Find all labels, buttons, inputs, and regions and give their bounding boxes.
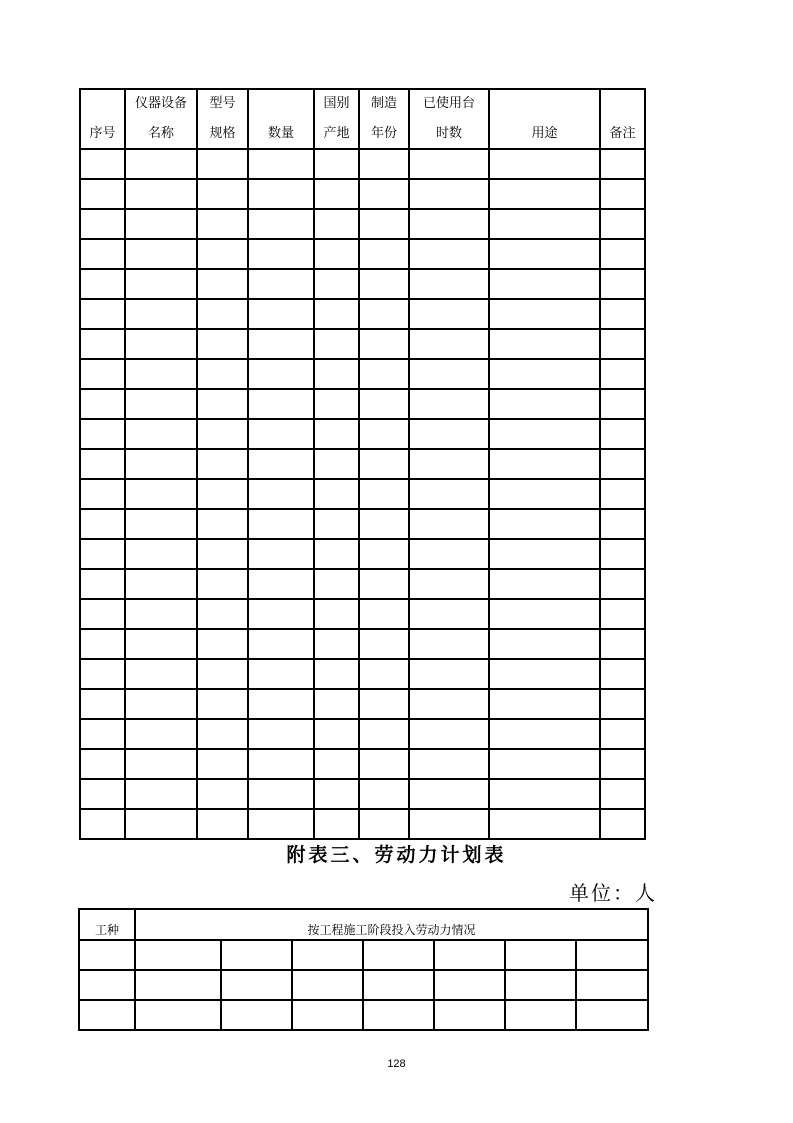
table-cell bbox=[359, 179, 409, 209]
table-row bbox=[80, 449, 645, 479]
table-cell bbox=[80, 809, 125, 839]
table-cell bbox=[197, 419, 248, 449]
table-cell bbox=[359, 599, 409, 629]
table-cell bbox=[600, 239, 645, 269]
header-cell-name bbox=[125, 89, 197, 149]
table-cell bbox=[314, 599, 359, 629]
table-cell bbox=[314, 539, 359, 569]
table-row bbox=[80, 389, 645, 419]
table-cell bbox=[248, 749, 314, 779]
table-cell bbox=[125, 389, 197, 419]
table-cell bbox=[489, 209, 600, 239]
table-cell bbox=[576, 940, 648, 970]
table-cell bbox=[80, 449, 125, 479]
table-cell bbox=[79, 970, 135, 1000]
table-cell bbox=[221, 1000, 292, 1030]
table-cell bbox=[80, 569, 125, 599]
table-cell bbox=[248, 299, 314, 329]
table-cell bbox=[489, 509, 600, 539]
table-cell bbox=[197, 449, 248, 479]
table-cell bbox=[80, 239, 125, 269]
table-cell bbox=[248, 329, 314, 359]
table-cell bbox=[359, 239, 409, 269]
equipment-header-row bbox=[80, 89, 645, 149]
table-row bbox=[80, 629, 645, 659]
header-cell-index bbox=[80, 89, 125, 149]
table-row bbox=[80, 209, 645, 239]
table-cell bbox=[359, 689, 409, 719]
table-cell bbox=[314, 299, 359, 329]
table-cell bbox=[197, 509, 248, 539]
table-cell bbox=[363, 1000, 434, 1030]
table-cell bbox=[80, 749, 125, 779]
table-cell bbox=[600, 779, 645, 809]
table-cell bbox=[359, 659, 409, 689]
table-cell bbox=[197, 389, 248, 419]
table-cell bbox=[409, 569, 489, 599]
table-cell bbox=[409, 809, 489, 839]
table-cell bbox=[125, 779, 197, 809]
table-cell bbox=[314, 809, 359, 839]
table-cell bbox=[314, 389, 359, 419]
table-cell bbox=[125, 329, 197, 359]
table-cell bbox=[314, 659, 359, 689]
table-cell bbox=[489, 629, 600, 659]
table-cell bbox=[359, 809, 409, 839]
table-cell bbox=[314, 269, 359, 299]
table-cell bbox=[80, 149, 125, 179]
table-cell bbox=[125, 599, 197, 629]
table-cell bbox=[600, 599, 645, 629]
table-row bbox=[80, 149, 645, 179]
table-cell bbox=[125, 269, 197, 299]
table-cell bbox=[248, 599, 314, 629]
table-cell bbox=[125, 419, 197, 449]
table-cell bbox=[80, 509, 125, 539]
table-cell bbox=[125, 659, 197, 689]
table-cell bbox=[600, 629, 645, 659]
table-cell bbox=[359, 299, 409, 329]
header-label: 已使用台 bbox=[422, 96, 475, 111]
table-cell bbox=[434, 1000, 505, 1030]
table-cell bbox=[409, 689, 489, 719]
table-cell bbox=[600, 389, 645, 419]
table-row bbox=[80, 329, 645, 359]
table-cell bbox=[359, 449, 409, 479]
table-cell bbox=[363, 970, 434, 1000]
table-row bbox=[80, 419, 645, 449]
table-cell bbox=[221, 970, 292, 1000]
table-cell bbox=[80, 179, 125, 209]
table-cell bbox=[135, 940, 221, 970]
table-cell bbox=[125, 299, 197, 329]
table-cell bbox=[489, 179, 600, 209]
table-cell bbox=[125, 809, 197, 839]
table-cell bbox=[434, 970, 505, 1000]
table-cell bbox=[292, 1000, 363, 1030]
table-cell bbox=[489, 359, 600, 389]
table-row bbox=[80, 479, 645, 509]
table-cell bbox=[248, 569, 314, 599]
table-cell bbox=[197, 359, 248, 389]
labor-header-row bbox=[79, 909, 648, 940]
table-row bbox=[80, 719, 645, 749]
header-label: 产地 bbox=[323, 126, 350, 141]
header-cell-quantity bbox=[248, 89, 314, 149]
table-cell bbox=[489, 149, 600, 179]
table-cell bbox=[600, 179, 645, 209]
table-cell bbox=[409, 509, 489, 539]
table-cell bbox=[197, 629, 248, 659]
table-cell bbox=[80, 479, 125, 509]
table-cell bbox=[248, 809, 314, 839]
header-label: 备注 bbox=[609, 126, 636, 141]
table-cell bbox=[409, 719, 489, 749]
header-cell-year bbox=[359, 89, 409, 149]
table-cell bbox=[489, 599, 600, 629]
table-row bbox=[79, 940, 648, 970]
table-cell bbox=[248, 179, 314, 209]
table-cell bbox=[197, 539, 248, 569]
table-cell bbox=[292, 940, 363, 970]
table-row bbox=[79, 1000, 648, 1030]
table-cell bbox=[125, 449, 197, 479]
table-cell bbox=[314, 689, 359, 719]
table-cell bbox=[409, 449, 489, 479]
table-cell bbox=[600, 449, 645, 479]
table-cell bbox=[409, 539, 489, 569]
table-cell bbox=[359, 359, 409, 389]
table-cell bbox=[248, 659, 314, 689]
table-cell bbox=[80, 269, 125, 299]
table-cell bbox=[489, 749, 600, 779]
header-cell-remarks bbox=[600, 89, 645, 149]
table-cell bbox=[359, 569, 409, 599]
table-row bbox=[80, 269, 645, 299]
table-cell bbox=[489, 389, 600, 419]
table-cell bbox=[600, 569, 645, 599]
table-cell bbox=[314, 719, 359, 749]
table-cell bbox=[409, 479, 489, 509]
table-cell bbox=[409, 629, 489, 659]
table-cell bbox=[125, 149, 197, 179]
table-cell bbox=[600, 509, 645, 539]
table-cell bbox=[489, 809, 600, 839]
table-cell bbox=[80, 209, 125, 239]
table-cell bbox=[248, 689, 314, 719]
table-cell bbox=[80, 299, 125, 329]
labor-plan-table bbox=[78, 908, 649, 1031]
table-cell bbox=[125, 719, 197, 749]
table-cell bbox=[600, 419, 645, 449]
table-cell bbox=[197, 209, 248, 239]
table-cell bbox=[600, 479, 645, 509]
table-cell bbox=[80, 539, 125, 569]
table-cell bbox=[314, 209, 359, 239]
table-cell bbox=[600, 269, 645, 299]
table-cell bbox=[125, 209, 197, 239]
table-cell bbox=[80, 359, 125, 389]
table-cell bbox=[363, 940, 434, 970]
table-cell bbox=[314, 359, 359, 389]
table-cell bbox=[79, 1000, 135, 1030]
table-cell bbox=[197, 569, 248, 599]
table-cell bbox=[314, 569, 359, 599]
table-row bbox=[80, 179, 645, 209]
header-label: 国别 bbox=[323, 96, 350, 111]
table-cell bbox=[489, 269, 600, 299]
table-cell bbox=[248, 269, 314, 299]
table-cell bbox=[125, 629, 197, 659]
table-cell bbox=[409, 389, 489, 419]
table-cell bbox=[125, 179, 197, 209]
table-cell bbox=[600, 689, 645, 719]
table-cell bbox=[359, 149, 409, 179]
table-cell bbox=[248, 779, 314, 809]
table-cell bbox=[409, 209, 489, 239]
table-cell bbox=[314, 749, 359, 779]
table-cell bbox=[600, 209, 645, 239]
table-cell bbox=[409, 359, 489, 389]
table-cell bbox=[314, 449, 359, 479]
table-cell bbox=[125, 569, 197, 599]
table-cell bbox=[600, 659, 645, 689]
table-cell bbox=[600, 539, 645, 569]
header-label: 数量 bbox=[267, 126, 294, 141]
table-cell bbox=[80, 599, 125, 629]
table-row bbox=[80, 689, 645, 719]
table-cell bbox=[197, 689, 248, 719]
header-cell-model bbox=[197, 89, 248, 149]
table-cell bbox=[197, 149, 248, 179]
table-cell bbox=[489, 659, 600, 689]
labor-header-type bbox=[79, 909, 135, 940]
table-cell bbox=[489, 689, 600, 719]
table-cell bbox=[359, 779, 409, 809]
table-cell bbox=[125, 359, 197, 389]
table-cell bbox=[248, 629, 314, 659]
table-cell bbox=[80, 419, 125, 449]
table-row bbox=[80, 239, 645, 269]
table-cell bbox=[359, 539, 409, 569]
table-cell bbox=[359, 479, 409, 509]
table-cell bbox=[600, 149, 645, 179]
header-label: 按工程施工阶段投入劳动力情况 bbox=[307, 923, 476, 937]
table-cell bbox=[409, 659, 489, 689]
table-cell bbox=[409, 179, 489, 209]
table-cell bbox=[576, 970, 648, 1000]
table-cell bbox=[600, 719, 645, 749]
table-row bbox=[80, 359, 645, 389]
table-cell bbox=[489, 299, 600, 329]
table-cell bbox=[314, 779, 359, 809]
table-cell bbox=[197, 329, 248, 359]
table-cell bbox=[125, 689, 197, 719]
table-cell bbox=[248, 719, 314, 749]
table-cell bbox=[125, 749, 197, 779]
header-cell-origin bbox=[314, 89, 359, 149]
table-row bbox=[80, 599, 645, 629]
table-cell bbox=[359, 269, 409, 299]
table-cell bbox=[489, 449, 600, 479]
header-label: 制造 bbox=[370, 96, 397, 111]
header-label: 工种 bbox=[94, 923, 119, 937]
table-cell bbox=[600, 749, 645, 779]
header-cell-hours bbox=[409, 89, 489, 149]
header-label: 型号 bbox=[209, 96, 236, 111]
table-cell bbox=[489, 479, 600, 509]
equipment-table bbox=[79, 88, 646, 840]
table-cell bbox=[489, 569, 600, 599]
table-row bbox=[80, 659, 645, 689]
table-row bbox=[79, 970, 648, 1000]
table-row bbox=[80, 779, 645, 809]
table-cell bbox=[314, 329, 359, 359]
table-cell bbox=[314, 479, 359, 509]
table-cell bbox=[80, 779, 125, 809]
table-cell bbox=[314, 419, 359, 449]
table-cell bbox=[248, 389, 314, 419]
table-row bbox=[80, 749, 645, 779]
table-cell bbox=[248, 509, 314, 539]
table-cell bbox=[80, 629, 125, 659]
labor-plan-unit: 单位：人 bbox=[569, 881, 657, 905]
table-cell bbox=[489, 539, 600, 569]
table-cell bbox=[409, 239, 489, 269]
table-cell bbox=[80, 689, 125, 719]
table-cell bbox=[434, 940, 505, 970]
table-cell bbox=[359, 719, 409, 749]
table-cell bbox=[125, 539, 197, 569]
table-cell bbox=[314, 509, 359, 539]
table-cell bbox=[197, 599, 248, 629]
table-cell bbox=[314, 239, 359, 269]
table-cell bbox=[80, 719, 125, 749]
table-cell bbox=[248, 539, 314, 569]
table-cell bbox=[80, 329, 125, 359]
table-row bbox=[80, 809, 645, 839]
table-cell bbox=[359, 749, 409, 779]
table-cell bbox=[248, 479, 314, 509]
table-cell bbox=[409, 329, 489, 359]
table-cell bbox=[197, 809, 248, 839]
table-cell bbox=[197, 269, 248, 299]
table-cell bbox=[248, 449, 314, 479]
table-cell bbox=[409, 269, 489, 299]
table-cell bbox=[359, 389, 409, 419]
table-cell bbox=[197, 719, 248, 749]
table-cell bbox=[314, 149, 359, 179]
table-cell bbox=[248, 209, 314, 239]
table-cell bbox=[409, 779, 489, 809]
table-cell bbox=[197, 239, 248, 269]
table-cell bbox=[80, 389, 125, 419]
table-cell bbox=[79, 940, 135, 970]
table-cell bbox=[489, 779, 600, 809]
table-cell bbox=[197, 779, 248, 809]
table-cell bbox=[359, 509, 409, 539]
table-cell bbox=[80, 659, 125, 689]
table-cell bbox=[314, 629, 359, 659]
labor-plan-title: 附表三、劳动力计划表 bbox=[286, 844, 507, 866]
header-label: 序号 bbox=[89, 126, 116, 141]
table-cell bbox=[359, 419, 409, 449]
table-row bbox=[80, 569, 645, 599]
table-cell bbox=[197, 659, 248, 689]
table-cell bbox=[248, 239, 314, 269]
table-cell bbox=[292, 970, 363, 1000]
table-cell bbox=[600, 299, 645, 329]
table-row bbox=[80, 539, 645, 569]
table-cell bbox=[409, 419, 489, 449]
table-cell bbox=[409, 149, 489, 179]
table-cell bbox=[409, 749, 489, 779]
header-label: 仪器设备 bbox=[134, 96, 187, 111]
header-label: 名称 bbox=[147, 126, 174, 141]
table-cell bbox=[359, 629, 409, 659]
labor-header-stages bbox=[135, 909, 648, 940]
table-cell bbox=[221, 940, 292, 970]
table-cell bbox=[248, 419, 314, 449]
table-row bbox=[80, 509, 645, 539]
table-cell bbox=[359, 329, 409, 359]
table-cell bbox=[125, 509, 197, 539]
table-cell bbox=[576, 1000, 648, 1030]
table-cell bbox=[600, 329, 645, 359]
page-number: 128 bbox=[387, 1058, 406, 1070]
table-cell bbox=[600, 809, 645, 839]
table-cell bbox=[359, 209, 409, 239]
table-cell bbox=[248, 149, 314, 179]
header-label: 规格 bbox=[209, 126, 236, 141]
table-cell bbox=[197, 749, 248, 779]
table-cell bbox=[489, 329, 600, 359]
table-cell bbox=[409, 599, 489, 629]
table-cell bbox=[489, 419, 600, 449]
table-cell bbox=[197, 299, 248, 329]
table-cell bbox=[125, 479, 197, 509]
header-label: 年份 bbox=[370, 126, 397, 141]
header-label: 时数 bbox=[435, 126, 462, 141]
table-cell bbox=[248, 359, 314, 389]
table-cell bbox=[125, 239, 197, 269]
table-cell bbox=[314, 179, 359, 209]
table-cell bbox=[197, 179, 248, 209]
table-cell bbox=[197, 479, 248, 509]
table-cell bbox=[409, 299, 489, 329]
table-cell bbox=[505, 970, 576, 1000]
header-label: 用途 bbox=[531, 126, 558, 141]
table-cell bbox=[489, 239, 600, 269]
table-row bbox=[80, 299, 645, 329]
header-cell-purpose bbox=[489, 89, 600, 149]
table-cell bbox=[135, 1000, 221, 1030]
table-cell bbox=[505, 1000, 576, 1030]
table-cell bbox=[135, 970, 221, 1000]
table-cell bbox=[489, 719, 600, 749]
table-cell bbox=[600, 359, 645, 389]
table-cell bbox=[505, 940, 576, 970]
